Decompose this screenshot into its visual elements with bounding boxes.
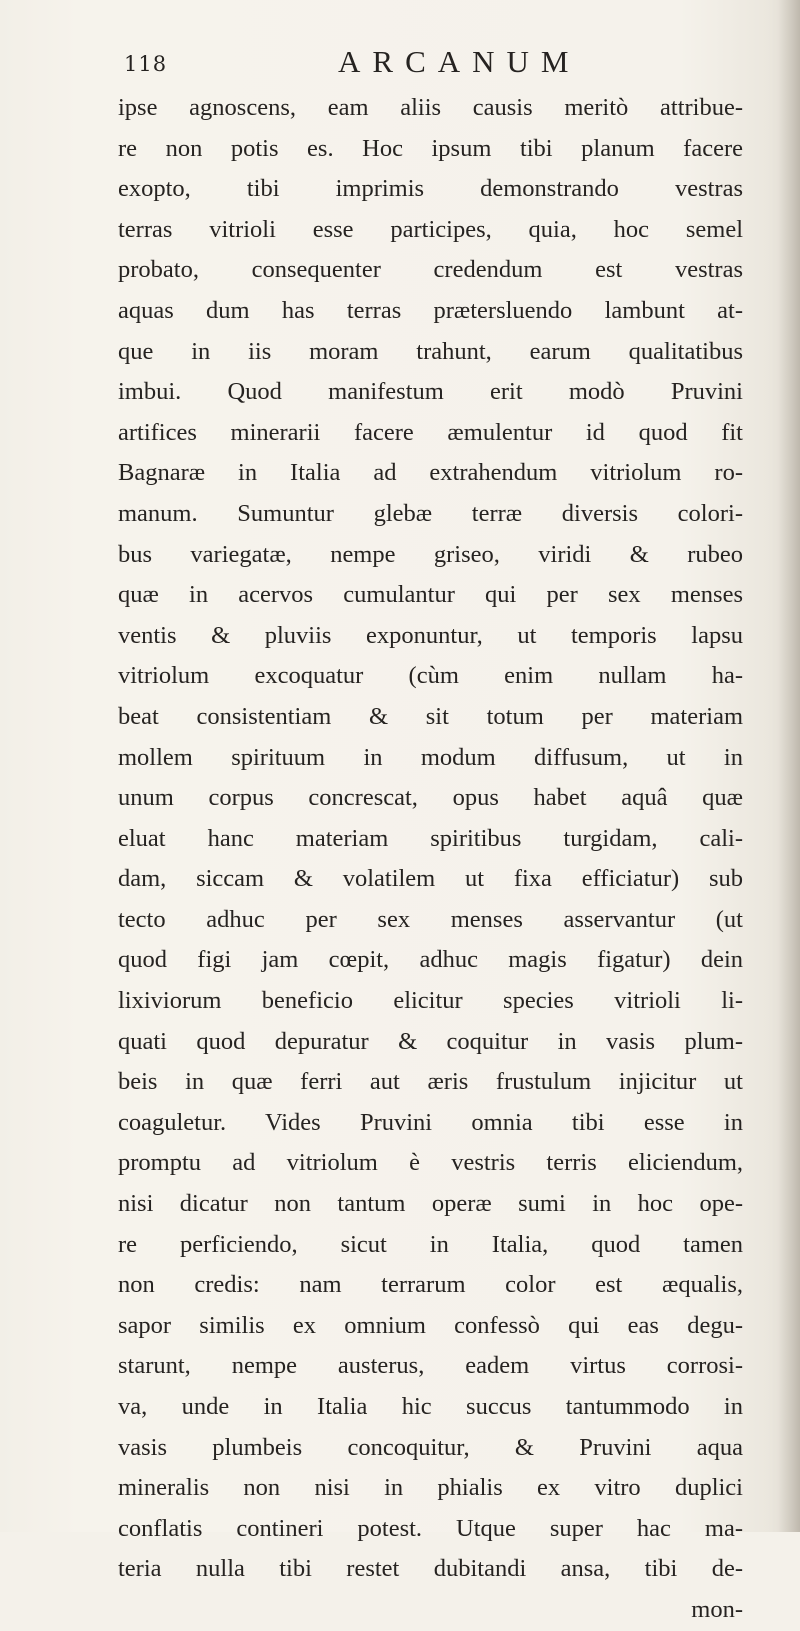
text-line: va, unde in Italia hic succus tantummodo in [118,1393,743,1420]
text-line: re perficiendo, sicut in Italia, quod tamen [118,1230,743,1258]
text-line: quati quod depuratur & coquitur in vasis plum- [118,1027,743,1055]
text-line: coaguletur. Vides Pruvini omnia tibi esse in [118,1108,743,1136]
text-line: sapor similis ex omnium confessò qui eas degu- [118,1311,743,1339]
text-line: mollem spirituum in modum diffusum, ut in [118,743,743,771]
text-line: artifices minerarii facere æmulentur id quod fit [118,418,743,446]
text-line: starunt, nempe austerus, eadem virtus corrosi- [118,1352,743,1380]
text-line: beis in quæ ferri aut æris frustulum injicitur ut [118,1068,743,1096]
text-line: manum. Sumuntur glebæ terræ diversis colori- [118,499,743,527]
text-line: probato, consequenter credendum est vestras [118,256,743,284]
page-edge-shadow [778,0,800,1532]
text-line: teria nulla tibi restet dubitandi ansa, tibi de- [118,1555,743,1583]
page-header [110,44,750,84]
text-line: nisi dicatur non tantum operæ sumi in hoc ope- [118,1190,743,1218]
text-line: bus variegatæ, nempe griseo, viridi & rubeo [118,540,743,568]
text-line: eluat hanc materiam spiritibus turgidam, cali- [118,824,743,852]
text-line: mineralis non nisi in phialis ex vitro duplici [118,1474,743,1502]
text-line: lixiviorum beneficio elicitur species vitrioli li- [118,987,743,1015]
text-line: quæ in acervos cumulantur qui per sex menses [118,581,743,609]
catchword: mon- [691,1595,743,1623]
text-line: dam, siccam & volatilem ut fixa efficiatur) sub [118,865,743,893]
text-line: vasis plumbeis concoquitur, & Pruvini aqua [118,1433,743,1461]
text-line: non credis: nam terrarum color est æqualis, [118,1271,743,1299]
text-line: quod figi jam cœpit, adhuc magis figatur) dein [118,946,743,974]
text-line: ipse agnoscens, eam aliis causis meritò attribue- [118,94,743,121]
text-line: imbui. Quod manifestum erit modò Pruvini [118,378,743,406]
text-line: re non potis es. Hoc ipsum tibi planum facere [118,134,743,162]
text-line: exopto, tibi imprimis demonstrando vestras [118,175,743,203]
text-line: aquas dum has terras prætersluendo lambunt at- [118,296,743,324]
text-line: unum corpus concrescat, opus habet aquâ quæ [118,784,743,812]
text-line: que in iis moram trahunt, earum qualitatibus [118,337,743,365]
body-text [118,88,743,1631]
text-line: vitriolum excoquatur (cùm enim nullam ha- [118,662,743,690]
text-line: ventis & pluviis exponuntur, ut temporis lapsu [118,621,743,649]
text-line: Bagnaræ in Italia ad extrahendum vitriolum ro- [118,459,743,487]
text-line: terras vitrioli esse participes, quia, hoc semel [118,215,743,243]
text-line: conflatis contineri potest. Utque super hac ma- [118,1514,743,1542]
running-title: ARCANUM [338,44,581,79]
page-number: 118 [124,52,168,76]
text-line: beat consistentiam & sit totum per materiam [118,702,743,730]
text-line: tecto adhuc per sex menses asservantur (ut [118,905,743,933]
text-line: promptu ad vitriolum è vestris terris eliciendum, [118,1149,743,1177]
